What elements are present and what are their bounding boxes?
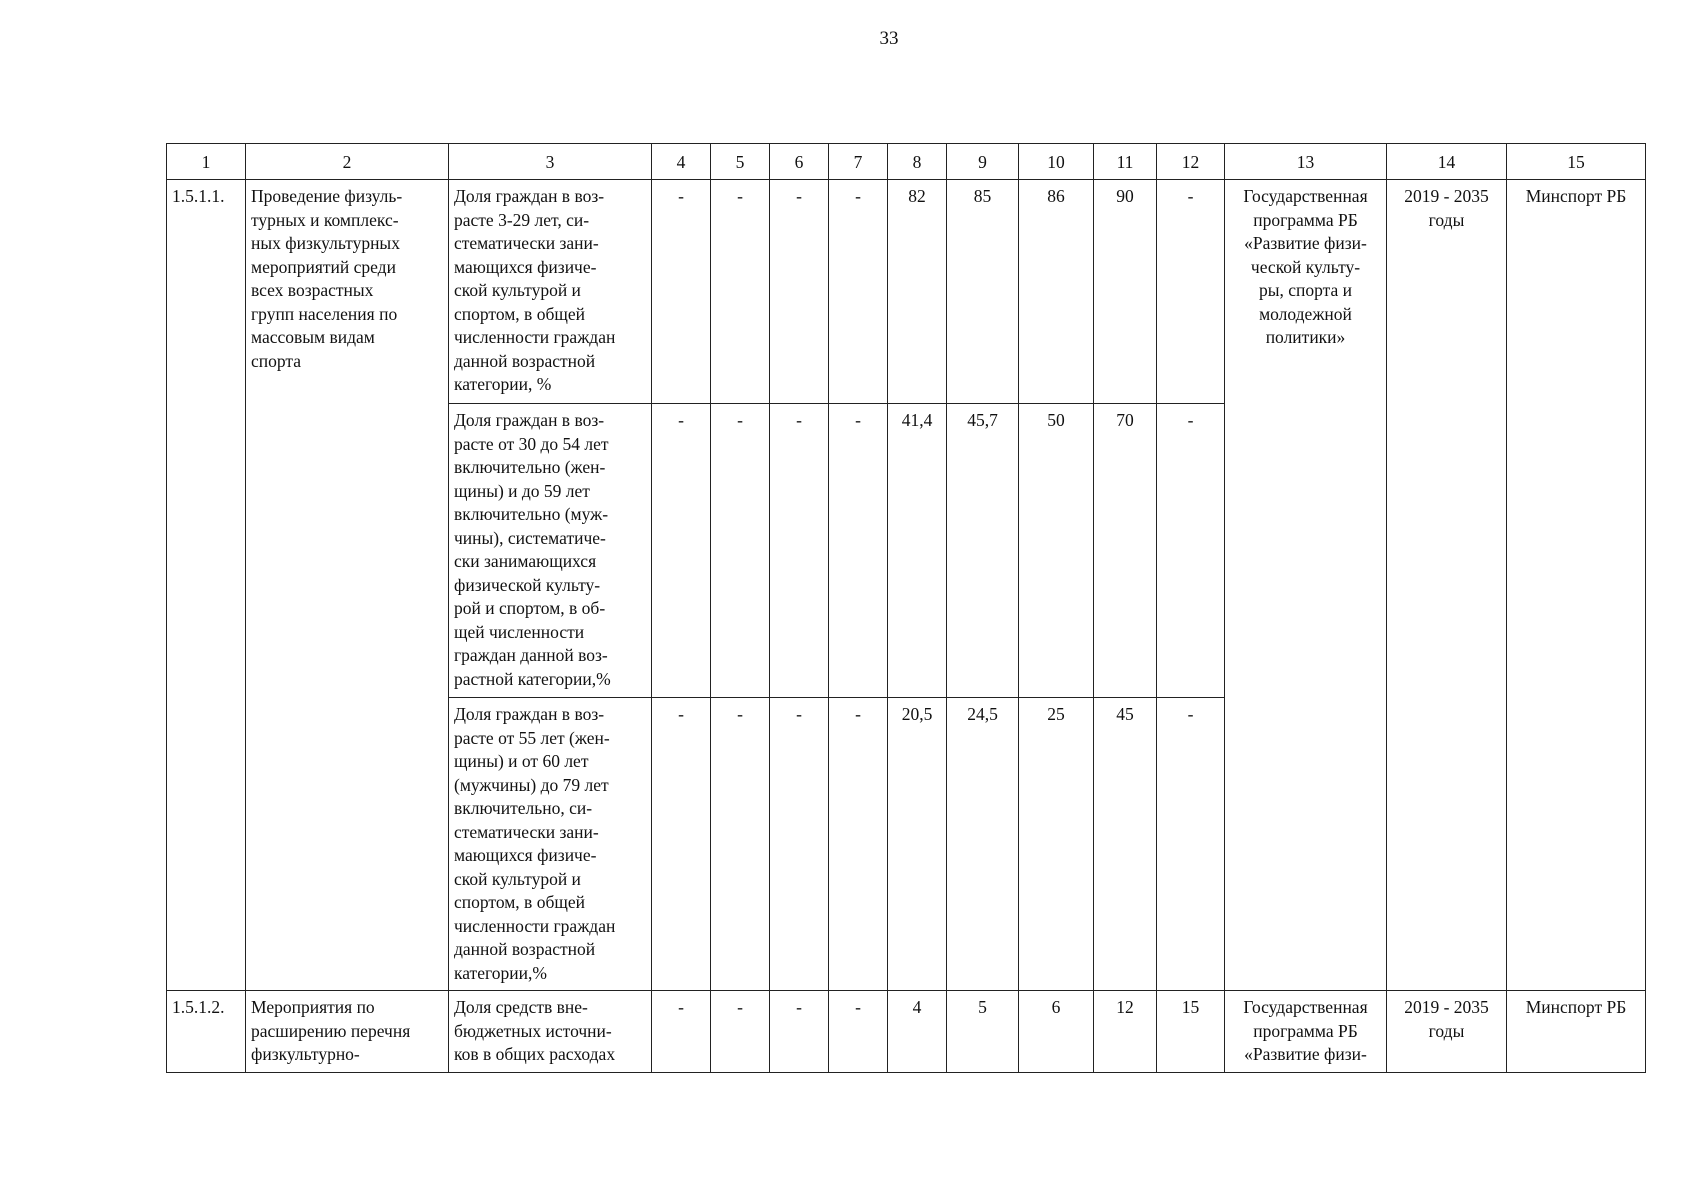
period: 2019 - 2035 годы: [1387, 991, 1507, 1073]
row-code: 1.5.1.2.: [167, 991, 246, 1073]
activity-name: Мероприятия по расширению перечня физкультурно-: [246, 991, 449, 1073]
indicator-text: Доля средств вне- бюджетных источни- ков в общих расходах: [449, 991, 652, 1073]
indicator-value: -: [711, 404, 770, 698]
indicator-value: -: [1157, 698, 1225, 991]
indicator-value: -: [652, 991, 711, 1073]
indicator-text: Доля граждан в воз- расте 3-29 лет, си- стематически зани- мающихся физиче- ской культурой и спортом, в общей численности граждан данной возрастной категории, %: [449, 180, 652, 404]
indicator-value: 86: [1019, 180, 1094, 404]
indicator-value: -: [1157, 180, 1225, 404]
column-number: 9: [947, 144, 1019, 180]
indicator-value: 15: [1157, 991, 1225, 1073]
indicator-value: -: [652, 698, 711, 991]
indicator-value: -: [652, 180, 711, 404]
column-number: 6: [770, 144, 829, 180]
indicator-value: -: [1157, 404, 1225, 698]
indicator-value: 85: [947, 180, 1019, 404]
indicator-value: -: [829, 404, 888, 698]
indicator-value: 20,5: [888, 698, 947, 991]
indicator-value: 12: [1094, 991, 1157, 1073]
program-name: Государственная программа РБ «Развитие физи-: [1225, 991, 1387, 1073]
column-number: 14: [1387, 144, 1507, 180]
program-table: [166, 143, 1646, 1073]
column-number: 10: [1019, 144, 1094, 180]
column-number: 7: [829, 144, 888, 180]
indicator-value: -: [770, 404, 829, 698]
indicator-value: 6: [1019, 991, 1094, 1073]
executor: Минспорт РБ: [1507, 991, 1646, 1073]
indicator-value: 82: [888, 180, 947, 404]
period: 2019 - 2035 годы: [1387, 180, 1507, 991]
indicator-value: 45,7: [947, 404, 1019, 698]
indicator-value: 24,5: [947, 698, 1019, 991]
column-number: 4: [652, 144, 711, 180]
column-number: 13: [1225, 144, 1387, 180]
indicator-value: 70: [1094, 404, 1157, 698]
indicator-value: 25: [1019, 698, 1094, 991]
activity-name: Проведение физуль- турных и комплекс- ных физкультурных мероприятий среди всех возрастных групп населения по массовым видам спорта: [246, 180, 449, 991]
column-number-row: [167, 144, 1646, 180]
indicator-text: Доля граждан в воз- расте от 55 лет (жен- щины) и от 60 лет (мужчины) до 79 лет включительно, си- стематически зани- мающихся физиче- ской культурой и спортом, в общей численности граждан данной возрастной категории,%: [449, 698, 652, 991]
indicator-value: 45: [1094, 698, 1157, 991]
indicator-text: Доля граждан в воз- расте от 30 до 54 лет включительно (жен- щины) и до 59 лет включительно (муж- чины), систематиче- ски занимающихся физической культу- рой и спортом, в об- щей численности граждан данной воз- растной категории,%: [449, 404, 652, 698]
table-row: [167, 991, 1646, 1073]
indicator-value: 41,4: [888, 404, 947, 698]
indicator-value: 90: [1094, 180, 1157, 404]
column-number: 11: [1094, 144, 1157, 180]
indicator-value: -: [652, 404, 711, 698]
indicator-value: 4: [888, 991, 947, 1073]
column-number: 1: [167, 144, 246, 180]
page-number: 33: [879, 28, 899, 49]
indicator-value: -: [711, 180, 770, 404]
indicator-value: 5: [947, 991, 1019, 1073]
row-code: 1.5.1.1.: [167, 180, 246, 991]
indicator-value: -: [770, 180, 829, 404]
indicator-value: -: [829, 991, 888, 1073]
column-number: 8: [888, 144, 947, 180]
program-name: Государственная программа РБ «Развитие физи- ческой культу- ры, спорта и молодежной политики»: [1225, 180, 1387, 991]
column-number: 2: [246, 144, 449, 180]
indicator-value: -: [829, 698, 888, 991]
indicator-value: -: [711, 698, 770, 991]
indicator-value: -: [829, 180, 888, 404]
executor: Минспорт РБ: [1507, 180, 1646, 991]
column-number: 15: [1507, 144, 1646, 180]
indicator-value: -: [770, 698, 829, 991]
column-number: 12: [1157, 144, 1225, 180]
column-number: 3: [449, 144, 652, 180]
column-number: 5: [711, 144, 770, 180]
indicator-value: 50: [1019, 404, 1094, 698]
indicator-value: -: [770, 991, 829, 1073]
table-row: [167, 180, 1646, 404]
indicator-value: -: [711, 991, 770, 1073]
